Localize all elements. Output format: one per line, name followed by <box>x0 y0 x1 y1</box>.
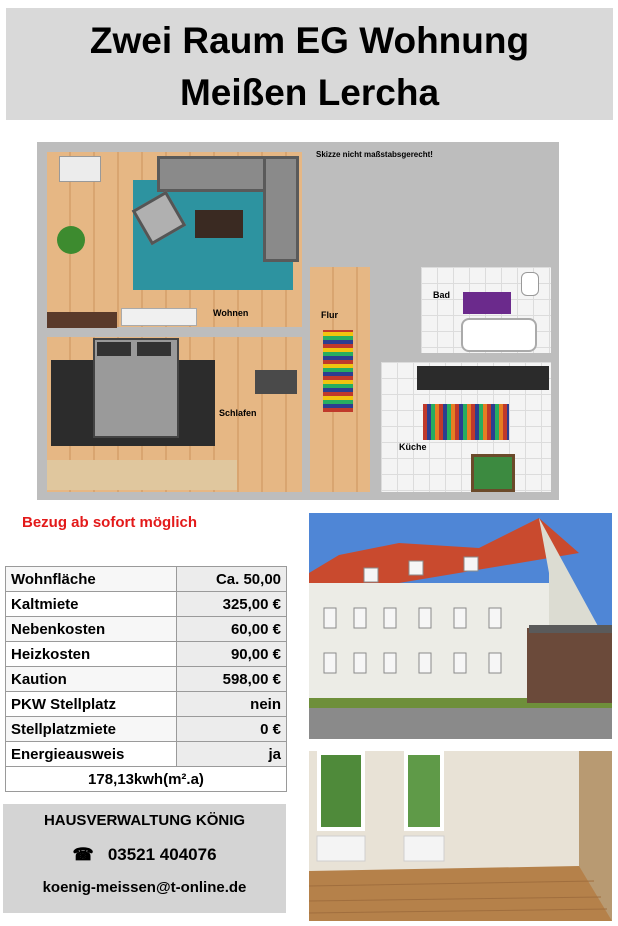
table-row <box>6 742 287 767</box>
fact-value: ja <box>177 742 287 767</box>
pillow-left <box>97 342 131 356</box>
plant-icon <box>57 226 85 254</box>
title-line-1: Zwei Raum EG Wohnung <box>89 20 530 61</box>
shelf <box>121 308 197 326</box>
tv-bench <box>255 370 297 394</box>
fact-key: Kaltmiete <box>6 592 177 617</box>
table-row <box>6 667 287 692</box>
sketch-note: Skizze nicht maßstabsgerecht! <box>316 150 433 159</box>
phone-line[interactable] <box>3 845 286 865</box>
interior-photo <box>309 751 612 921</box>
bath-mat <box>463 292 511 314</box>
label-wohnen: Wohnen <box>213 308 249 318</box>
email-address[interactable]: koenig-meissen@t-online.de <box>42 879 247 896</box>
interior-image <box>309 751 612 921</box>
label-schlafen: Schlafen <box>219 408 257 418</box>
facts-table <box>5 566 287 792</box>
title-banner <box>6 8 613 120</box>
fact-key: Nebenkosten <box>6 617 177 642</box>
floor-plan <box>37 142 559 500</box>
table-row <box>6 717 287 742</box>
company-name: HAUSVERWALTUNG KÖNIG <box>43 812 246 829</box>
table-row <box>6 592 287 617</box>
fact-value: 598,00 € <box>177 667 287 692</box>
toilet <box>521 272 539 296</box>
title-line-2: Meißen Lercha <box>179 72 440 113</box>
availability-text: Bezug ab sofort möglich <box>22 514 198 531</box>
contact-box <box>3 804 286 913</box>
table-row <box>6 767 287 792</box>
desk <box>59 156 101 182</box>
label-kueche: Küche <box>399 442 427 452</box>
fact-key: Kaution <box>6 667 177 692</box>
bathtub <box>461 318 537 352</box>
table-row <box>6 567 287 592</box>
pillow-right <box>137 342 171 356</box>
fact-value: 325,00 € <box>177 592 287 617</box>
table-row <box>6 692 287 717</box>
fact-value: 90,00 € <box>177 642 287 667</box>
sofa-side <box>263 156 299 262</box>
fact-key: Energieausweis <box>6 742 177 767</box>
kitchen-rug <box>423 404 509 440</box>
kitchen-counter <box>417 366 549 390</box>
sideboard <box>47 312 117 328</box>
hall-runner <box>323 330 353 412</box>
phone-number[interactable]: 03521 404076 <box>107 845 217 864</box>
fact-value: Ca. 50,00 <box>177 567 287 592</box>
wardrobe <box>47 460 237 490</box>
energy-value: 178,13kwh(m².a) <box>6 767 287 792</box>
building-photo <box>309 513 612 739</box>
building-image <box>309 513 612 739</box>
dining-table <box>471 454 515 492</box>
table-row <box>6 642 287 667</box>
coffee-table <box>195 210 243 238</box>
fact-value: 60,00 € <box>177 617 287 642</box>
fact-key: PKW Stellplatz <box>6 692 177 717</box>
fact-value: nein <box>177 692 287 717</box>
label-bad: Bad <box>433 290 451 300</box>
fact-key: Stellplatzmiete <box>6 717 177 742</box>
phone-icon: ☎ <box>72 845 94 864</box>
table-row <box>6 617 287 642</box>
fact-key: Wohnfläche <box>6 567 177 592</box>
label-flur: Flur <box>321 310 338 320</box>
fact-value: 0 € <box>177 717 287 742</box>
fact-key: Heizkosten <box>6 642 177 667</box>
